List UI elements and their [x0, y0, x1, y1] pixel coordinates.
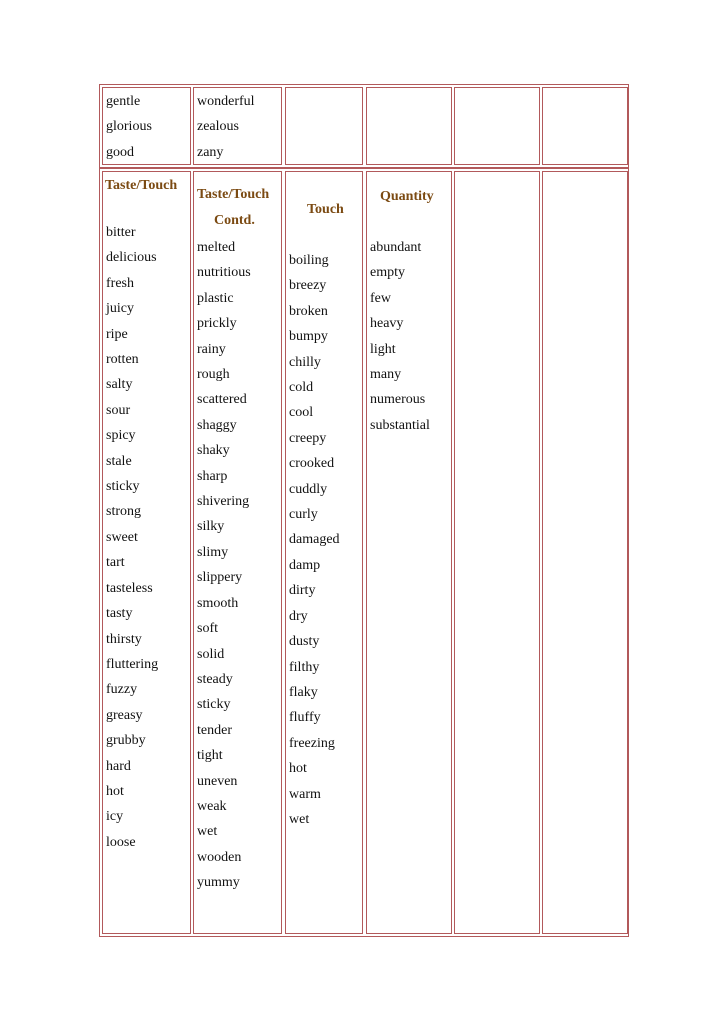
word-item: plastic — [197, 290, 234, 306]
word-item: fuzzy — [106, 682, 138, 698]
word-item: broken — [289, 303, 328, 319]
word-item: crooked — [289, 456, 335, 472]
word-item: damaged — [289, 532, 340, 548]
word-item: sweet — [106, 529, 138, 545]
word-item: zany — [197, 144, 224, 160]
word-item: steady — [197, 671, 233, 687]
top-cell-5 — [454, 87, 540, 165]
word-item: grubby — [106, 733, 146, 749]
word-item: heavy — [370, 316, 404, 332]
column-taste-touch — [102, 171, 191, 934]
word-item: slimy — [197, 544, 229, 560]
taste-touch-contd-word-list — [197, 235, 251, 896]
word-item: delicious — [106, 250, 157, 266]
word-item: glorious — [106, 119, 152, 135]
word-item: cool — [289, 405, 314, 421]
top-cell-6 — [542, 87, 628, 165]
word-item: cold — [289, 380, 314, 396]
heading-contd: Contd. — [214, 213, 255, 228]
word-item: gentle — [106, 94, 141, 109]
word-item: few — [370, 290, 391, 306]
word-item: shaggy — [197, 417, 237, 433]
word-item: wet — [289, 811, 310, 827]
word-item: sour — [106, 402, 131, 418]
adjective-table — [99, 168, 629, 937]
word-item: empty — [370, 265, 405, 281]
top-col2-list — [197, 89, 255, 165]
word-item: strong — [106, 504, 141, 520]
word-item: fluffy — [289, 710, 321, 726]
word-item: juicy — [106, 301, 134, 317]
word-item: light — [370, 341, 396, 357]
word-item: curly — [289, 507, 318, 523]
word-item: slippery — [197, 570, 243, 586]
word-item: damp — [289, 557, 321, 573]
word-item: salty — [106, 377, 133, 393]
word-item: yummy — [197, 875, 240, 891]
word-item: tender — [197, 722, 232, 738]
word-item: loose — [106, 834, 136, 850]
word-item: hot — [289, 761, 307, 777]
word-item: silky — [197, 519, 225, 535]
word-item: wooden — [197, 849, 242, 865]
word-item: sharp — [197, 468, 228, 484]
word-item: shivering — [197, 494, 250, 510]
word-item: good — [106, 144, 134, 160]
word-item: hard — [106, 758, 131, 774]
top-cell-2 — [193, 87, 282, 165]
word-item: wonderful — [197, 94, 255, 109]
heading-quantity: Quantity — [380, 189, 434, 204]
word-item: ripe — [106, 326, 128, 342]
heading-taste-touch-contd: Taste/Touch — [197, 187, 270, 202]
word-item: prickly — [197, 316, 237, 332]
word-item: greasy — [106, 707, 143, 723]
quantity-word-list — [370, 235, 430, 438]
word-item: rotten — [106, 352, 139, 368]
word-item: boiling — [289, 253, 329, 268]
word-item: fluttering — [106, 656, 159, 672]
word-item: flaky — [289, 684, 318, 700]
word-item: smooth — [197, 595, 239, 611]
word-item: warm — [289, 786, 321, 802]
word-item: cuddly — [289, 481, 328, 497]
word-item: wet — [197, 824, 218, 840]
word-item: breezy — [289, 278, 327, 294]
word-item: spicy — [106, 428, 136, 444]
word-item: sticky — [197, 697, 231, 713]
word-item: tasty — [106, 606, 133, 622]
word-item: creepy — [289, 430, 327, 446]
word-item: uneven — [197, 773, 238, 789]
column-taste-touch-contd — [193, 171, 282, 934]
heading-taste-touch: Taste/Touch — [105, 178, 178, 193]
word-item: rainy — [197, 341, 226, 357]
word-item: tight — [197, 748, 223, 764]
word-item: tasteless — [106, 580, 153, 596]
word-item: melted — [197, 240, 236, 255]
column-empty-1 — [454, 171, 540, 934]
top-table — [99, 84, 629, 168]
word-item: zealous — [197, 119, 239, 135]
word-item: substantial — [370, 417, 430, 433]
word-item: solid — [197, 646, 225, 662]
word-item: many — [370, 367, 402, 383]
word-item: icy — [106, 809, 124, 825]
word-item: numerous — [370, 392, 426, 408]
top-cell-4 — [366, 87, 452, 165]
word-item: tart — [106, 555, 125, 571]
word-item: fresh — [106, 275, 134, 291]
touch-word-list — [289, 248, 340, 832]
top-cell-1 — [102, 87, 191, 165]
word-item: bitter — [106, 225, 136, 240]
word-item: scattered — [197, 392, 247, 408]
word-item: nutritious — [197, 265, 251, 281]
word-item: rough — [197, 367, 230, 383]
word-item: freezing — [289, 735, 335, 751]
word-item: sticky — [106, 479, 140, 495]
top-col1-list — [106, 89, 152, 165]
word-item: dirty — [289, 583, 316, 599]
column-touch — [285, 171, 363, 934]
word-item: abundant — [370, 240, 422, 255]
top-cell-3 — [285, 87, 363, 165]
word-item: filthy — [289, 659, 320, 675]
word-item: dry — [289, 608, 308, 624]
word-item: thirsty — [106, 631, 142, 647]
word-item: chilly — [289, 354, 321, 370]
word-item: stale — [106, 453, 132, 469]
taste-touch-word-list — [106, 220, 158, 855]
word-item: bumpy — [289, 329, 328, 345]
word-item: hot — [106, 783, 124, 799]
column-empty-2 — [542, 171, 628, 934]
word-item: shaky — [197, 443, 230, 459]
word-item: dusty — [289, 634, 320, 650]
word-item: weak — [197, 798, 227, 814]
heading-touch: Touch — [307, 202, 344, 217]
column-quantity — [366, 171, 452, 934]
word-item: soft — [197, 621, 218, 637]
